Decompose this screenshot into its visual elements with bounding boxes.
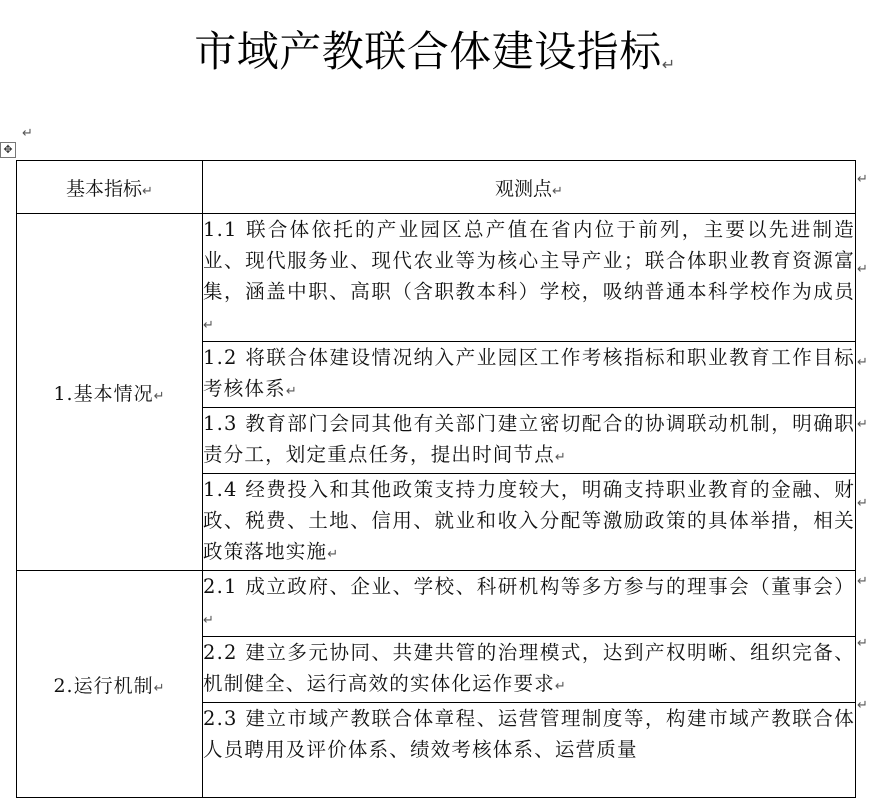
paragraph-mark-icon: ↵ bbox=[22, 126, 33, 141]
indicator-cell-operation: 2.运行机制↵ bbox=[17, 571, 203, 798]
cell-end-mark-icon: ↵ bbox=[285, 384, 298, 399]
observation-cell-1-2: 1.2 将联合体建设情况纳入产业园区工作考核指标和职业教育工作目标考核体系↵ bbox=[203, 342, 856, 408]
cell-end-mark-icon: ↵ bbox=[552, 183, 563, 199]
table-row bbox=[17, 571, 856, 637]
cell-end-mark-icon: ↵ bbox=[153, 680, 166, 696]
cell-end-mark-icon: ↵ bbox=[142, 183, 153, 199]
row-end-mark-icon: ↵ bbox=[857, 496, 868, 511]
row-end-mark-icon: ↵ bbox=[857, 698, 868, 713]
header-cell-observation: 观测点↵ bbox=[203, 161, 856, 214]
table-row bbox=[17, 214, 856, 342]
observation-cell-1-3: 1.3 教育部门会同其他有关部门建立密切配合的协调联动机制，明确职责分工，划定重点任务，提出时间节点↵ bbox=[203, 408, 856, 474]
table-header-row bbox=[17, 161, 856, 214]
row-end-mark-icon: ↵ bbox=[857, 636, 868, 651]
observation-cell-1-1: 1.1 联合体依托的产业园区总产值在省内位于前列，主要以先进制造业、现代服务业、现代农业等为核心主导产业；联合体职业教育资源富集，涵盖中职、高职（含职教本科）学校，吸纳普通本科学校作为成员↵ bbox=[203, 214, 856, 342]
row-end-mark-icon: ↵ bbox=[857, 355, 868, 370]
row-end-mark-icon: ↵ bbox=[857, 262, 868, 277]
cell-end-mark-icon: ↵ bbox=[327, 547, 340, 562]
cell-end-mark-icon: ↵ bbox=[153, 388, 166, 404]
document-title bbox=[0, 22, 870, 95]
observation-cell-2-3: 2.3 建立市域产教联合体章程、运营管理制度等，构建市域产教联合体人员聘用及评价体系、绩效考核体系、运营质量 bbox=[203, 703, 856, 798]
header-cell-indicator: 基本指标↵ bbox=[17, 161, 203, 214]
indicator-cell-basic: 1.基本情况↵ bbox=[17, 214, 203, 571]
row-end-mark-icon: ↵ bbox=[857, 574, 868, 589]
row-end-mark-icon: ↵ bbox=[857, 172, 868, 187]
observation-cell-1-4: 1.4 经费投入和其他政策支持力度较大，明确支持职业教育的金融、财政、税费、土地、信用、就业和收入分配等激励政策的具体举措，相关政策落地实施↵ bbox=[203, 474, 856, 571]
indicator-table bbox=[16, 160, 856, 798]
observation-cell-2-1: 2.1 成立政府、企业、学校、科研机构等多方参与的理事会（董事会）↵ bbox=[203, 571, 856, 637]
cell-end-mark-icon: ↵ bbox=[554, 450, 567, 465]
paragraph-mark-icon: ↵ bbox=[661, 55, 676, 74]
cell-end-mark-icon: ↵ bbox=[554, 679, 567, 694]
observation-cell-2-2: 2.2 建立多元协同、共建共管的治理模式，达到产权明晰、组织完备、机制健全、运行高效的实体化运作要求↵ bbox=[203, 637, 856, 703]
cell-end-mark-icon: ↵ bbox=[203, 613, 216, 628]
row-end-mark-icon: ↵ bbox=[857, 417, 868, 432]
cell-end-mark-icon: ↵ bbox=[203, 318, 216, 333]
title-text: 市域产教联合体建设指标 bbox=[194, 27, 662, 76]
table-move-handle-icon[interactable]: ✥ bbox=[0, 142, 16, 158]
